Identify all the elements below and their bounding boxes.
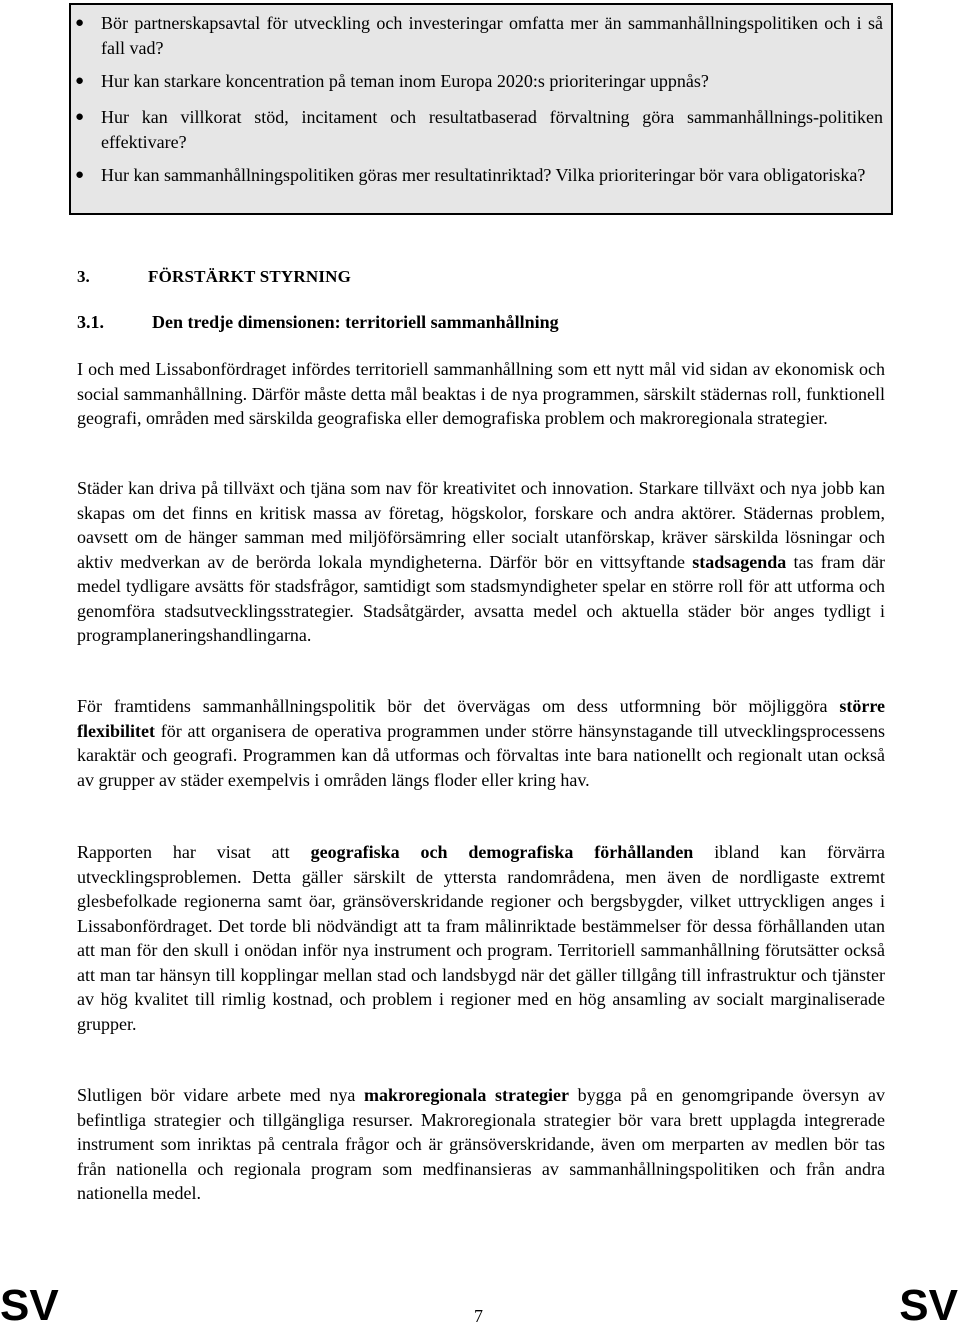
section-title: FÖRSTÄRKT STYRNING [148,267,352,286]
questions-box [69,3,893,215]
text-run: Rapporten har visat att [77,842,311,862]
text-run: tas fram där medel tydligare avsätts för stadsfrågor, samtidigt som stadsmyndigheter spelar en större roll för att utforma och genomföra stadsutvecklingsstrategier. Stadsåtgärder, avsatta medel och aktuella städer bör anges tydligt i programplaneringshandlingarna. [77,551,885,645]
bold-term: makroregionala strategier [364,1085,569,1105]
section-heading [77,265,351,289]
question-item [75,69,883,94]
text-run: Slutligen bör vidare arbete med nya [77,1085,365,1105]
question-text: Bör partnerskapsavtal för utveckling och investeringar omfatta mer än sammanhållningspolitiken och i så fall vad? [101,13,883,58]
bullet-icon: ● [75,166,85,183]
subsection-heading [77,310,559,334]
bullet-icon: ● [75,72,85,89]
footer-language-left: SV [0,1281,59,1330]
page-number: 7 [474,1306,483,1326]
paragraph-territorial: I och med Lissabonfördraget infördes territoriell sammanhållning som ett nytt mål vid sidan av ekonomisk och social sammanhållning. Därför måste detta mål beaktas i de nya programmen, särskilt städernas roll, funktionell geografi, områden med särskilda geografiska eller demografiska problem och makroregionala strategier. [77,359,885,428]
subsection-title: Den tredje dimensionen: territoriell sammanhållning [152,312,559,332]
text-run: ibland kan förvärra utvecklingsproblemen. Detta gäller särskilt de yttersta randområdena, men även de nordligaste extremt glesbefolkade regionerna samt öar, gränsöverskridande regioner och bergsbygder, vilket uttryckligen anges i Lissabonfördraget. Det torde bli nödvändigt att ta fram målinriktade bestämmelser för dessa förhållanden utan att man för den skull i onödan inför nya instrument och program. Territoriell sammanhållning förutsätter också att man tar hänsyn till kopplingar mellan stad och landsbygd när det gäller tillgång till infrastruktur och tjänster av hög kvalitet till rimlig kostnad, och problem i regioner med en hög ansamling av socialt marginaliserade grupper. [77,842,885,1034]
paragraph-flexibility [77,694,885,792]
subsection-number: 3.1. [77,312,104,332]
bullet-icon: ● [75,15,85,31]
question-item [75,11,883,60]
question-text: Hur kan villkorat stöd, incitament och resultatbaserad förvaltning göra sammanhållnings-politiken effektivare? [101,107,883,152]
bullet-icon: ● [75,109,85,125]
questions-list [71,5,891,187]
bold-term: geografiska och demografiska förhållanden [310,842,694,862]
question-item [75,105,883,154]
text-run: För framtidens sammanhållningspolitik bör det övervägas om dess utformning bör möjliggöra [77,696,840,716]
paragraph-macroregional [77,1083,885,1206]
paragraph-cities [77,476,885,648]
question-text: Hur kan sammanhållningspolitiken göras mer resultatinriktad? Vilka prioriteringar bör vara obligatoriska? [101,164,866,185]
section-number: 3. [77,267,90,286]
text-run: bygga på en genomgripande översyn av befintliga strategier och tillgängliga resurser. Makroregionala strategier bör vara brett upplagda integrerade instrument som inriktas på centrala frågor och är gränsöverskridande, även om merparten av medlen bör tas från nationella och regionala program som medfinansieras av sammanhållningspolitiken och från andra nationella medel. [77,1085,885,1203]
question-text: Hur kan starkare koncentration på teman inom Europa 2020:s prioriteringar uppnås? [101,70,709,91]
paragraph-geography [77,840,885,1036]
bold-term: större flexibilitet [77,696,885,741]
footer-language-right: SV [899,1281,958,1330]
text-run: för att organisera de operativa programmen under större hänsynstagande till utvecklingsprocessens karaktär och geografi. Programmen kan då utformas och förvaltas inte bara nationellt och regionalt utan också av grupper av städer exempelvis i områden längs floder eller kring hav. [77,720,885,790]
bold-term: stadsagenda [692,551,787,572]
text-run: Städer kan driva på tillväxt och tjäna som nav för kreativitet och innovation. Starkare tillväxt och nya jobb kan skapas om det finns en kritisk massa av företag, högskolor, forskare och andra aktörer. Städernas problem, oavsett om de hänger samman med miljöförsämring eller socialt utanförskap, kräver särskilda lösningar och aktiv medverkan av de berörda lokala myndigheterna. Därför bör en vittsyftande [77,478,885,572]
question-item [75,163,883,188]
